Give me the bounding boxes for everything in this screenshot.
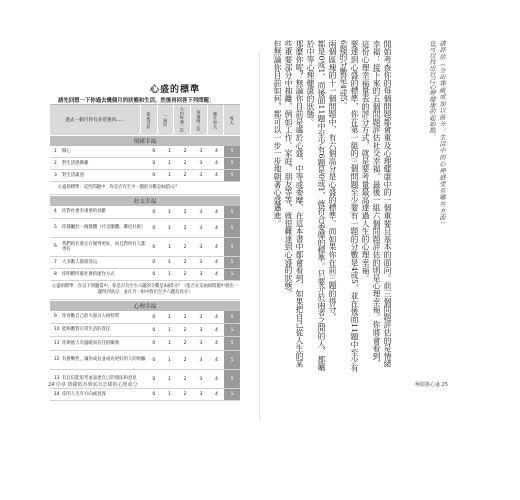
score-cell[interactable]: 2 bbox=[183, 327, 187, 333]
score-cell[interactable]: 1 bbox=[168, 357, 171, 363]
score-cell[interactable]: 5 bbox=[224, 206, 240, 218]
question-cell bbox=[50, 324, 146, 336]
question-cell bbox=[50, 337, 146, 350]
score-cell[interactable]: 3 bbox=[199, 314, 203, 320]
section-header: 社交幸福 bbox=[50, 196, 240, 206]
score-cell[interactable]: 2 bbox=[183, 392, 187, 397]
score-cell[interactable]: 1 bbox=[168, 376, 171, 382]
score-cell[interactable]: 1 bbox=[168, 225, 171, 231]
score-cell[interactable]: 1 bbox=[168, 314, 171, 320]
score-cell[interactable]: 4 bbox=[214, 225, 218, 231]
table-header bbox=[50, 104, 240, 135]
score-cell[interactable]: 2 bbox=[183, 260, 187, 265]
table-row bbox=[50, 269, 240, 281]
paragraph: 開始考查你的每個問題都會重及心理健康中的一個重要且基本的面向。前三個問題評估的是情緒幸福：接下來的五個問題評估社交幸福，最後一組六個問題評估的則是心理幸福。你將會看到，這份心理幸福量表的評分方式，就是要考量最高達過人生的心理幸福。 bbox=[361, 40, 392, 368]
score-cell[interactable]: 1 bbox=[168, 149, 171, 154]
scale-header: 每天 bbox=[223, 105, 240, 135]
score-cell[interactable]: 1 bbox=[168, 161, 171, 166]
score-cell[interactable]: 1 bbox=[168, 272, 171, 277]
page-footer: 24 序章 情緒低谷到底有怎樣的心理成分 bbox=[48, 382, 138, 388]
question-cell bbox=[50, 206, 146, 218]
score-cell[interactable]: 3 bbox=[199, 173, 203, 178]
criteria-note: 心盛的標準：在以下問題當中，你是否有至少六題的分數是4或5分？（能否在這兩組問題中找出一題得到高分，並在另一組中找出至少六題有高分） bbox=[50, 281, 240, 300]
question-header: 過去一個月你有多常感到...... bbox=[65, 118, 125, 123]
score-cell[interactable]: 5 bbox=[224, 158, 240, 169]
question-cell bbox=[50, 257, 146, 268]
score-cell[interactable]: 4 bbox=[214, 392, 218, 397]
score-cell[interactable]: 0 bbox=[152, 341, 156, 346]
score-cell[interactable]: 5 bbox=[224, 311, 240, 323]
question-cell bbox=[50, 219, 146, 237]
score-cell[interactable]: 3 bbox=[199, 149, 203, 154]
score-cell[interactable]: 0 bbox=[152, 357, 156, 363]
score-cell[interactable]: 0 bbox=[152, 327, 156, 333]
scale-header: 從來沒有 bbox=[140, 105, 157, 135]
question-text: 你與他人有溫暖而信任的關係 bbox=[62, 340, 120, 346]
score-cell[interactable]: 3 bbox=[199, 357, 203, 363]
question-number: 7 bbox=[54, 259, 57, 265]
score-cell[interactable]: 4 bbox=[214, 209, 218, 215]
scale-header: 幾乎每天 bbox=[207, 105, 224, 135]
question-cell bbox=[50, 158, 146, 169]
score-cell[interactable]: 4 bbox=[214, 149, 218, 154]
score-cell[interactable]: 5 bbox=[224, 389, 240, 400]
question-cell bbox=[50, 351, 146, 369]
question-number: 9 bbox=[54, 314, 57, 320]
question-number: 1 bbox=[54, 148, 57, 154]
table-row bbox=[50, 206, 240, 219]
body-text bbox=[272, 40, 393, 372]
score-cell[interactable]: 3 bbox=[199, 225, 203, 231]
score-cell[interactable]: 5 bbox=[224, 351, 240, 369]
question-text: 你對社會有重要的貢獻 bbox=[62, 209, 106, 215]
section-header: 情緒幸福 bbox=[50, 136, 240, 146]
score-cell[interactable]: 5 bbox=[224, 324, 240, 336]
question-text: 大多數人都很善良 bbox=[62, 259, 98, 265]
criteria-note: 心盛的標準：這些問題中，你是否有至少一題的分數是4或5分？ bbox=[50, 182, 240, 195]
table-row bbox=[50, 337, 240, 351]
intro-text: 請先回想一下你過去幾個月的狀態和生活，然後再回答下列問題： bbox=[58, 98, 215, 104]
score-cell[interactable]: 5 bbox=[224, 337, 240, 350]
question-cell bbox=[50, 146, 146, 157]
question-text: 能夠應對日常生活的責任 bbox=[62, 327, 111, 333]
paragraph: 兩個區塊的十一個問題中，有六個高分是心盛的標準。而如果你在前三題的得分， bbox=[328, 40, 337, 321]
scale-header: 一兩次 bbox=[157, 105, 174, 135]
score-cell[interactable]: 1 bbox=[168, 327, 171, 333]
question-text: 有挑戰性，讓你成長並成為更好的人的經驗 bbox=[62, 357, 146, 363]
score-cell[interactable]: 2 bbox=[183, 376, 187, 382]
score-cell[interactable]: 4 bbox=[214, 314, 218, 320]
question-number: 14 bbox=[54, 391, 60, 397]
question-text: 開心 bbox=[62, 148, 71, 154]
score-cell[interactable]: 0 bbox=[152, 149, 156, 154]
score-cell[interactable]: 2 bbox=[183, 357, 187, 363]
score-cell[interactable]: 2 bbox=[183, 314, 187, 320]
handwritten-note: 也可以找出自己心理健康的起始點。 bbox=[428, 40, 435, 140]
score-cell[interactable]: 1 bbox=[168, 244, 171, 250]
table-row bbox=[50, 311, 240, 324]
handwritten-note: 請評估（分出等級或加以區分：生活中的心理感受有哪些方面） bbox=[438, 40, 445, 228]
score-cell[interactable]: 2 bbox=[183, 341, 187, 346]
question-number: 10 bbox=[54, 327, 60, 333]
score-cell[interactable]: 1 bbox=[168, 260, 171, 265]
score-cell[interactable]: 5 bbox=[224, 370, 240, 388]
question-number: 5 bbox=[54, 225, 57, 231]
score-cell[interactable]: 5 bbox=[224, 170, 240, 181]
question-cell bbox=[50, 269, 146, 280]
table-row bbox=[50, 146, 240, 158]
question-text: 你明瞭所處社會的運作方式 bbox=[62, 271, 115, 277]
question-number: 12 bbox=[54, 357, 60, 363]
paragraph: 但無論你目前如何，都可以一步一步地朝著心盛邁進。 bbox=[273, 40, 282, 228]
score-cell[interactable]: 0 bbox=[152, 209, 156, 215]
score-cell[interactable]: 5 bbox=[224, 257, 240, 268]
table-row bbox=[50, 324, 240, 337]
question-number: 8 bbox=[54, 271, 57, 277]
score-cell[interactable]: 3 bbox=[199, 376, 203, 382]
score-cell[interactable]: 0 bbox=[152, 225, 156, 231]
score-cell[interactable]: 2 bbox=[183, 149, 187, 154]
scale-header: 每週兩三次 bbox=[190, 105, 207, 135]
section-header: 心理幸福 bbox=[50, 301, 240, 311]
score-cell[interactable]: 2 bbox=[183, 173, 187, 178]
score-cell[interactable]: 0 bbox=[152, 260, 156, 265]
score-cell[interactable]: 3 bbox=[199, 260, 203, 265]
question-text: 對生活滿意 bbox=[62, 172, 84, 178]
table-row bbox=[50, 219, 240, 238]
question-text: 我們的社會正在變得更好，而且對所有人都更好 bbox=[62, 241, 146, 252]
score-cell[interactable]: 2 bbox=[183, 161, 187, 166]
score-cell[interactable]: 1 bbox=[168, 392, 171, 397]
question-number: 13 bbox=[54, 376, 60, 382]
score-cell[interactable]: 0 bbox=[152, 272, 156, 277]
question-text: 你喜歡自己的大部分人格特質 bbox=[62, 314, 120, 320]
question-cell bbox=[50, 311, 146, 323]
question-number: 6 bbox=[54, 244, 57, 250]
paragraph: 要達到心盛的標準，你在第一組的三個問題至少要有一題的分數是4或5，並在後面11題中至少有6題的分數是4或5。 bbox=[339, 40, 359, 372]
question-number: 4 bbox=[54, 209, 57, 215]
question-text: 你的人生有方向或意義 bbox=[62, 391, 106, 397]
score-cell[interactable]: 3 bbox=[199, 209, 203, 215]
score-cell[interactable]: 4 bbox=[214, 341, 218, 346]
score-cell[interactable]: 5 bbox=[224, 269, 240, 280]
score-cell[interactable]: 4 bbox=[214, 173, 218, 178]
score-cell[interactable]: 0 bbox=[152, 161, 156, 166]
score-cell[interactable]: 3 bbox=[199, 161, 203, 166]
score-cell[interactable]: 2 bbox=[183, 225, 187, 231]
question-text: 有自信能思考並表達自己的想法和意見 bbox=[62, 376, 137, 382]
score-cell[interactable]: 5 bbox=[224, 219, 240, 237]
score-cell[interactable]: 3 bbox=[199, 244, 203, 250]
table-row bbox=[50, 257, 240, 269]
question-cell bbox=[50, 170, 146, 181]
score-cell[interactable]: 0 bbox=[152, 314, 156, 320]
question-cell bbox=[50, 389, 146, 400]
flourishing-table bbox=[50, 104, 240, 401]
score-cell[interactable]: 4 bbox=[214, 327, 218, 333]
table-row bbox=[50, 158, 240, 170]
score-cell[interactable]: 3 bbox=[199, 392, 203, 397]
page-footer: 極限挑心盛 25 bbox=[415, 382, 448, 388]
score-cell[interactable]: 2 bbox=[183, 244, 187, 250]
score-cell[interactable]: 3 bbox=[199, 327, 203, 333]
score-cell[interactable]: 1 bbox=[168, 173, 171, 178]
score-cell[interactable]: 4 bbox=[214, 161, 218, 166]
question-cell bbox=[50, 238, 146, 256]
question-number: 3 bbox=[54, 172, 57, 178]
table-row bbox=[50, 170, 240, 182]
question-number: 2 bbox=[54, 160, 57, 166]
paragraph: 都是0或1，而後面11題中至少有6題是0或1，就符合委靡的標準。只要介於兩者之間的人，都屬於中等心理健康的狀態。 bbox=[306, 40, 326, 372]
scale-header: 大約每週一次 bbox=[173, 105, 190, 135]
table-row bbox=[50, 351, 240, 370]
score-cell[interactable]: 0 bbox=[152, 173, 156, 178]
score-cell[interactable]: 4 bbox=[214, 376, 218, 382]
score-cell[interactable]: 4 bbox=[214, 357, 218, 363]
score-cell[interactable]: 5 bbox=[224, 238, 240, 256]
score-cell[interactable]: 0 bbox=[152, 244, 156, 250]
score-cell[interactable]: 3 bbox=[199, 272, 203, 277]
table-body bbox=[50, 136, 240, 401]
question-number: 11 bbox=[54, 340, 60, 346]
page-title: 心盛的標準 bbox=[150, 85, 201, 95]
score-cell[interactable]: 3 bbox=[199, 341, 203, 346]
paragraph: 那麼你呢？無論你目前是處於心盛、中等或委靡，在這本書中都會看到，如果把自己從人生的某些重要部分中抽離，例如工作、家庭、朋友等等，就很難達到心盛的狀態。 bbox=[284, 40, 304, 368]
question-text: 對生活感興趣 bbox=[62, 160, 89, 166]
question-text: 你隸屬於一個群體（社交團體、鄰近社區） bbox=[62, 225, 146, 231]
score-cell[interactable]: 0 bbox=[152, 392, 156, 397]
score-cell[interactable]: 4 bbox=[214, 244, 218, 250]
score-cell[interactable]: 1 bbox=[168, 341, 171, 346]
score-cell[interactable]: 0 bbox=[152, 376, 156, 382]
score-cell[interactable]: 5 bbox=[224, 146, 240, 157]
score-cell[interactable]: 4 bbox=[214, 260, 218, 265]
table-row bbox=[50, 389, 240, 401]
score-cell[interactable]: 2 bbox=[183, 209, 187, 215]
score-cell[interactable]: 2 bbox=[183, 272, 187, 277]
score-cell[interactable]: 4 bbox=[214, 272, 218, 277]
score-cell[interactable]: 1 bbox=[168, 209, 171, 215]
table-row bbox=[50, 238, 240, 257]
